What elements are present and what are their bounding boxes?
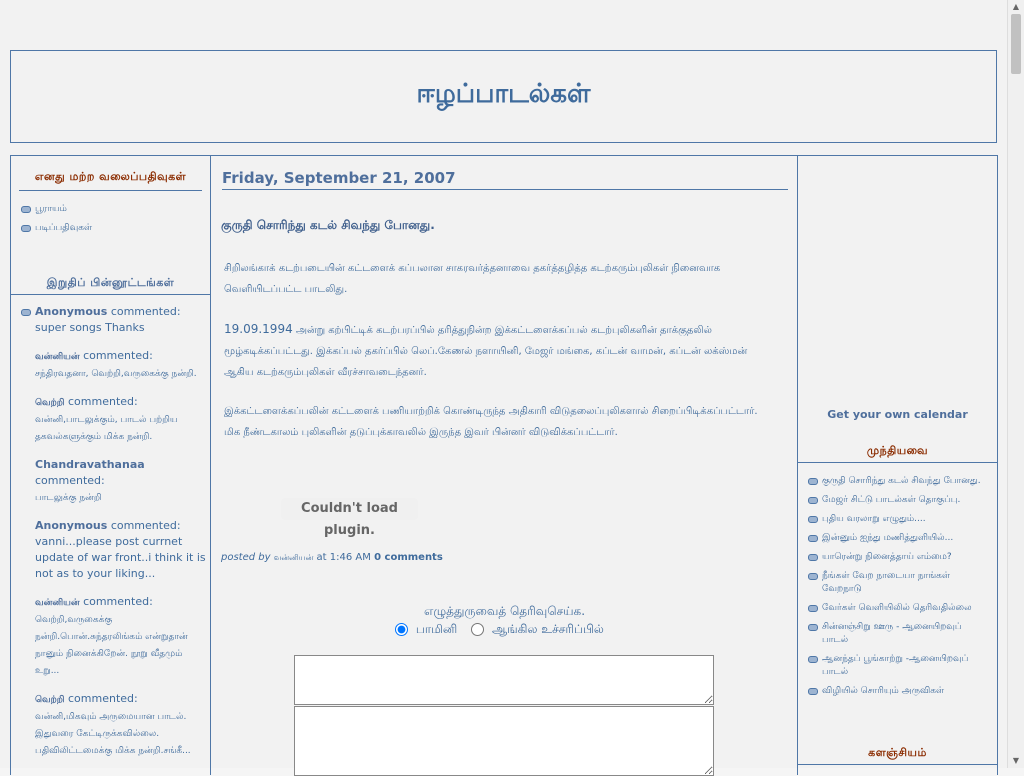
- previous-post-link[interactable]: குருதி சொரிந்து கடல் சிவந்து போனது.: [808, 475, 989, 488]
- post-author-link[interactable]: வன்னியன்: [273, 553, 314, 562]
- blog-header: [10, 50, 997, 143]
- bullet-icon: [808, 554, 818, 561]
- post-footer: [221, 552, 443, 563]
- at-label: at: [316, 552, 327, 563]
- comment-body[interactable]: super songs Thanks: [35, 321, 145, 334]
- calendar-link[interactable]: Get your own calendar: [827, 408, 968, 421]
- input-textarea[interactable]: [294, 655, 714, 705]
- commented-label: commented:: [35, 474, 105, 487]
- vertical-scrollbar[interactable]: [1007, 0, 1024, 768]
- comment-item: [21, 304, 206, 336]
- scroll-thumb[interactable]: [1011, 14, 1021, 74]
- comment-body[interactable]: வன்னி,மிகவும் அருமையான பாடல். இதுவரை கேட்டிருக்கவில்லை. பதிவிலிட்டமைக்கு மிக்க நன்றி.சங்கீ...: [35, 712, 191, 756]
- previous-post-link[interactable]: யாரென்று நினைத்தாய் எம்மை?: [808, 551, 989, 564]
- comment-author[interactable]: Chandravathanaa: [35, 458, 145, 471]
- commented-label: commented:: [110, 305, 181, 318]
- post-date-text: 19.09.1994: [224, 322, 293, 336]
- comment-body[interactable]: சந்திரவதனா, வெற்றி,வருகைக்கு நன்றி.: [35, 369, 197, 379]
- post-paragraph: சிறிலங்காக் கடற்படையின் கட்டளைக் கப்பலான சாகரவர்த்தனாவை தகர்த்தழித்த கடற்கரும்புலிகள் நினைவாக வெளியிடப்பட்ட பாடலிது.: [224, 263, 721, 295]
- posted-by-label: posted by: [221, 552, 271, 563]
- comment-body[interactable]: பாடலுக்கு நன்றி: [35, 493, 102, 503]
- comment-author[interactable]: Anonymous: [35, 305, 108, 318]
- archive-section: [798, 746, 997, 765]
- previous-post-link[interactable]: ஆனந்தப் பூங்காற்று -ஆனையிறவுப் பாடல்: [808, 653, 989, 679]
- bullet-icon: [808, 535, 818, 542]
- right-sidebar: [797, 155, 998, 775]
- commented-label: commented:: [110, 519, 181, 532]
- post-paragraph-text: மிக நீண்டகாலம் புலிகளின் தடுப்புக்காவலில் இருந்த இவர் பின்னர் விடுவிக்கப்பட்டார்.: [224, 427, 618, 438]
- comment-item: [21, 457, 206, 506]
- section-divider: [11, 294, 210, 295]
- font-select-label: எழுத்துருவைத் தெரிவுசெய்க.: [423, 604, 586, 618]
- section-divider: [798, 462, 997, 463]
- commented-label: commented:: [83, 349, 153, 362]
- comment-author[interactable]: வெற்றி: [35, 695, 65, 705]
- font-radio-group: [211, 622, 798, 638]
- comment-body[interactable]: வன்னி,பாடலுக்கும், பாடல் பற்றிய தகவல்களுக்கும் மிக்க நன்றி.: [35, 415, 178, 442]
- comments-link[interactable]: 0 comments: [374, 552, 443, 563]
- previous-post-link[interactable]: மேஜர் சிட்டு பாடல்கள் தொகுப்பு.: [808, 494, 989, 507]
- recent-comments-section: [11, 276, 210, 295]
- other-blogs-list: [21, 203, 210, 235]
- previous-posts-heading: முந்தியவை: [866, 444, 929, 457]
- blog-link[interactable]: பூராயம்: [21, 203, 210, 216]
- section-divider: [798, 764, 997, 765]
- comment-body[interactable]: வெற்றி,வருகைக்கு நன்றி.பொன்.சுந்தரலிங்கம் என்றுதான் நானும் நினைக்கிறேன். நூறு வீதமும் உறு...: [35, 615, 188, 676]
- radio-bamini-label[interactable]: பாமினி: [415, 622, 458, 636]
- comment-item: [21, 594, 206, 679]
- post-paragraph-text: அன்று கற்பிட்டிக் கடற்பரப்பில் தரித்துநின்ற இக்கட்டளைக்கப்பல் கடற்புலிகளின் தாக்குதலில் மூழ்கடிக்கப்பட்டது. இக்கப்பல் தகர்ப்பில் லெப்.கேணல் நளாயினி, மேஜர் மங்கை, கப்டன் வாமன், கப்டன் லக்ஸ்மன் ஆகிய கடற்கரும்புலிகள் வீரச்சாவடைந்தனர்.: [224, 325, 748, 378]
- radio-bamini[interactable]: [395, 623, 408, 636]
- previous-post-link[interactable]: வேர்கள் வெளியிலில் தெரிவதில்லை: [808, 602, 989, 615]
- comment-author[interactable]: வன்னியன்: [35, 598, 80, 608]
- radio-phonetic-label[interactable]: ஆங்கில உச்சரிப்பில்: [491, 622, 604, 636]
- left-sidebar: [10, 155, 211, 775]
- radio-phonetic[interactable]: [471, 623, 484, 636]
- post-title[interactable]: குருதி சொரிந்து கடல் சிவந்து போனது.: [221, 218, 435, 232]
- archive-heading: களஞ்சியம்: [868, 746, 927, 759]
- post-paragraph: [224, 319, 764, 383]
- main-content: [211, 155, 798, 775]
- bullet-icon: [21, 225, 31, 232]
- recent-comments-heading: இறுதிப் பின்னூட்டங்கள்: [46, 276, 175, 289]
- previous-post-link[interactable]: சின்னஞ்சிறு ஊரு - ஆனையிறவுப் பாடல்: [808, 621, 989, 647]
- previous-posts-list: [808, 475, 989, 698]
- bullet-icon: [808, 688, 818, 695]
- previous-post-link[interactable]: நீங்கள் வேற நாடையா நாங்கள் வேறநாடு: [808, 570, 989, 596]
- section-divider: [19, 190, 202, 191]
- previous-post-link[interactable]: புதிய வரலாறு எழுதும்....: [808, 513, 989, 526]
- comments-list: [21, 304, 206, 771]
- output-textarea[interactable]: [294, 706, 714, 776]
- scroll-down-arrow-icon[interactable]: ▼: [1012, 756, 1020, 765]
- comment-author[interactable]: வன்னியன்: [35, 352, 80, 362]
- other-blogs-section: [11, 170, 210, 241]
- commented-label: commented:: [68, 395, 138, 408]
- commented-label: commented:: [83, 595, 153, 608]
- blog-link[interactable]: படிப்பதிவுகள்: [21, 222, 210, 235]
- previous-posts-section: [798, 444, 997, 704]
- plugin-error-box: Couldn't load plugin.: [281, 498, 418, 520]
- bullet-icon: [808, 624, 818, 631]
- blog-title[interactable]: ஈழப்பாடல்கள்: [416, 79, 591, 109]
- previous-post-link[interactable]: விழியில் சொரியும் அருவிகள்: [808, 685, 989, 698]
- comment-item: [21, 348, 206, 382]
- bullet-icon: [808, 478, 818, 485]
- post-paragraph-text: இக்கட்டளைக்கப்பலின் கட்டளைக் பணியாற்றிக் கொண்டிருந்த அதிகாரி விடுதலைப்புலிகளால் சிறைப்பிடிக்கப்பட்டார்.: [224, 406, 758, 417]
- comment-body[interactable]: vanni...please post currnet update of war front..i think it is not as to your liking...: [35, 535, 206, 580]
- scroll-up-arrow-icon[interactable]: ▲: [1012, 2, 1020, 11]
- commented-label: commented:: [68, 692, 138, 705]
- comment-author[interactable]: வெற்றி: [35, 398, 65, 408]
- comment-item: [21, 691, 206, 759]
- post-time-link[interactable]: 1:46 AM: [329, 552, 371, 563]
- other-blogs-heading: எனது மற்ற வலைப்பதிவுகள்: [34, 170, 187, 183]
- comment-author[interactable]: Anonymous: [35, 519, 108, 532]
- comment-item: [21, 394, 206, 445]
- post-paragraph: [224, 401, 764, 443]
- post-date-header: Friday, September 21, 2007: [222, 169, 788, 190]
- bullet-icon: [808, 573, 818, 580]
- comment-item: [21, 518, 206, 582]
- previous-post-link[interactable]: இன்னும் ஐந்து மணித்துளியில்...: [808, 532, 989, 545]
- bullet-icon: [808, 516, 818, 523]
- bullet-icon: [21, 206, 31, 213]
- bullet-icon: [808, 656, 818, 663]
- bullet-icon: [808, 497, 818, 504]
- bullet-icon: [808, 605, 818, 612]
- bullet-icon: [21, 309, 31, 316]
